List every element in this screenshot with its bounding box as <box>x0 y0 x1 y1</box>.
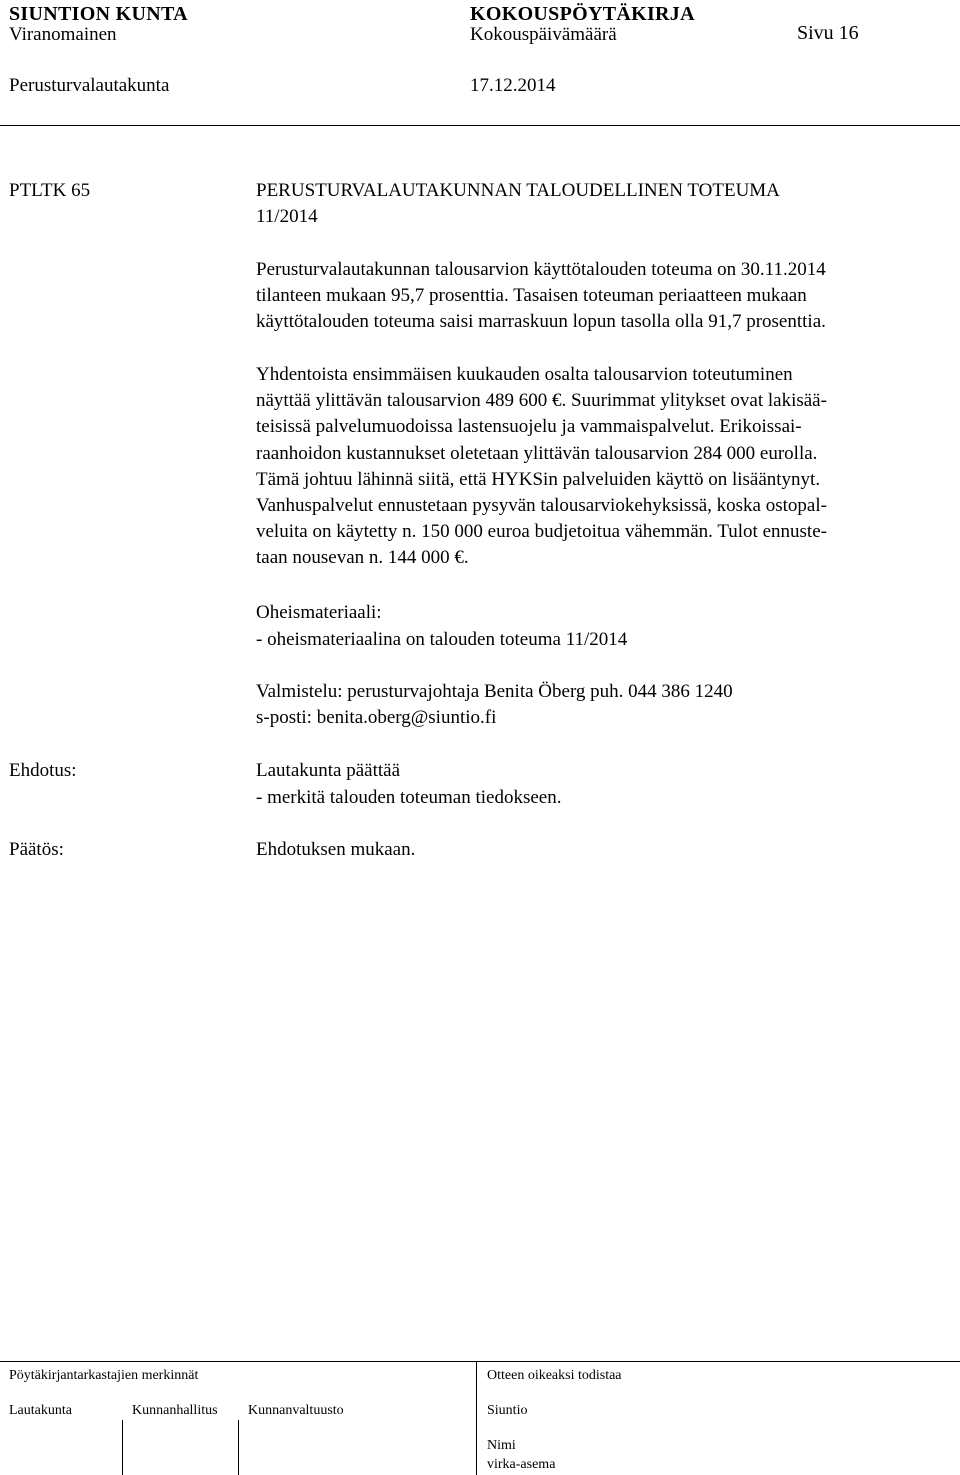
footer-title-label: virka-asema <box>487 1457 556 1472</box>
decision-text: Ehdotuksen mukaan. <box>256 839 416 860</box>
paragraph-line: tilanteen mukaan 95,7 prosenttia. Tasaisen toteuman periaatteen mukaan <box>256 285 807 307</box>
footer-certify-title: Otteen oikeaksi todistaa <box>487 1368 622 1383</box>
paragraph-1 <box>256 257 826 336</box>
footer-col-council: Kunnanvaltuusto <box>248 1403 344 1418</box>
decision-label: Päätös: <box>9 839 64 860</box>
authority-label: Viranomainen <box>9 24 117 45</box>
footer-col-executive: Kunnanhallitus <box>132 1403 218 1418</box>
paragraph-line: näyttää ylittävän talousarvion 489 600 €. Suurimmat ylitykset ovat lakisää- <box>256 390 827 412</box>
footer-col-board: Lautakunta <box>9 1403 72 1418</box>
section-code: PTLTK 65 <box>9 180 91 201</box>
paragraph-line: käyttötalouden toteuma saisi marraskuun lopun tasolla olla 91,7 prosenttia. <box>256 311 826 333</box>
proposal-heading: Lautakunta päättää <box>256 760 401 781</box>
preparer-line: Valmistelu: perusturvajohtaja Benita Öberg puh. 044 386 1240 <box>256 681 733 702</box>
meeting-date: 17.12.2014 <box>470 75 556 96</box>
header-divider <box>0 125 960 126</box>
section-title-line: 11/2014 <box>256 206 318 228</box>
authority-name: Perusturvalautakunta <box>9 75 170 96</box>
paragraph-line: Tämä johtuu lähinnä siitä, että HYKSin palveluiden käyttö on lisääntynyt. <box>256 468 821 490</box>
date-label: Kokouspäivämäärä <box>470 24 617 45</box>
paragraph-line: Vanhuspalvelut ennustetaan pysyvän talousarviokehyksissä, koska ostopal- <box>256 495 827 517</box>
footer-divider-vertical <box>476 1362 477 1475</box>
footer-reviewers-title: Pöytäkirjantarkastajien merkinnät <box>9 1368 199 1383</box>
footer-divider-vertical <box>122 1420 123 1475</box>
paragraph-line: Perusturvalautakunnan talousarvion käyttötalouden toteuma on 30.11.2014 <box>256 259 826 280</box>
footer-name-label: Nimi <box>487 1438 516 1453</box>
footer-divider <box>0 1361 960 1362</box>
paragraph-line: teisissä palvelumuodoissa lastensuojelu ja vammaispalvelut. Erikoissai- <box>256 416 802 438</box>
preparer-email: s-posti: benita.oberg@siuntio.fi <box>256 707 497 728</box>
paragraph-line: taan nousevan n. 144 000 €. <box>256 547 469 569</box>
footer-divider-vertical <box>238 1420 239 1475</box>
document-type: KOKOUSPÖYTÄKIRJA <box>470 3 695 25</box>
section-title-line: PERUSTURVALAUTAKUNNAN TALOUDELLINEN TOTEUMA <box>256 180 780 201</box>
org-name: SIUNTION KUNTA <box>9 3 188 25</box>
section-title <box>256 178 780 230</box>
proposal-label: Ehdotus: <box>9 760 77 781</box>
attachment-item: - oheismateriaalina on talouden toteuma 11/2014 <box>256 629 628 650</box>
paragraph-2 <box>256 362 827 572</box>
paragraph-line: Yhdentoista ensimmäisen kuukauden osalta talousarvion toteutuminen <box>256 364 793 385</box>
footer-place: Siuntio <box>487 1403 528 1418</box>
attachments-label: Oheismateriaali: <box>256 602 382 623</box>
proposal-item: - merkitä talouden toteuman tiedokseen. <box>256 787 562 808</box>
page-number: Sivu 16 <box>797 22 859 44</box>
paragraph-line: veluita on käytetty n. 150 000 euroa budjetoitua vähemmän. Tulot ennuste- <box>256 521 827 543</box>
paragraph-line: raanhoidon kustannukset oletetaan ylittävän talousarvion 284 000 eurolla. <box>256 442 818 464</box>
